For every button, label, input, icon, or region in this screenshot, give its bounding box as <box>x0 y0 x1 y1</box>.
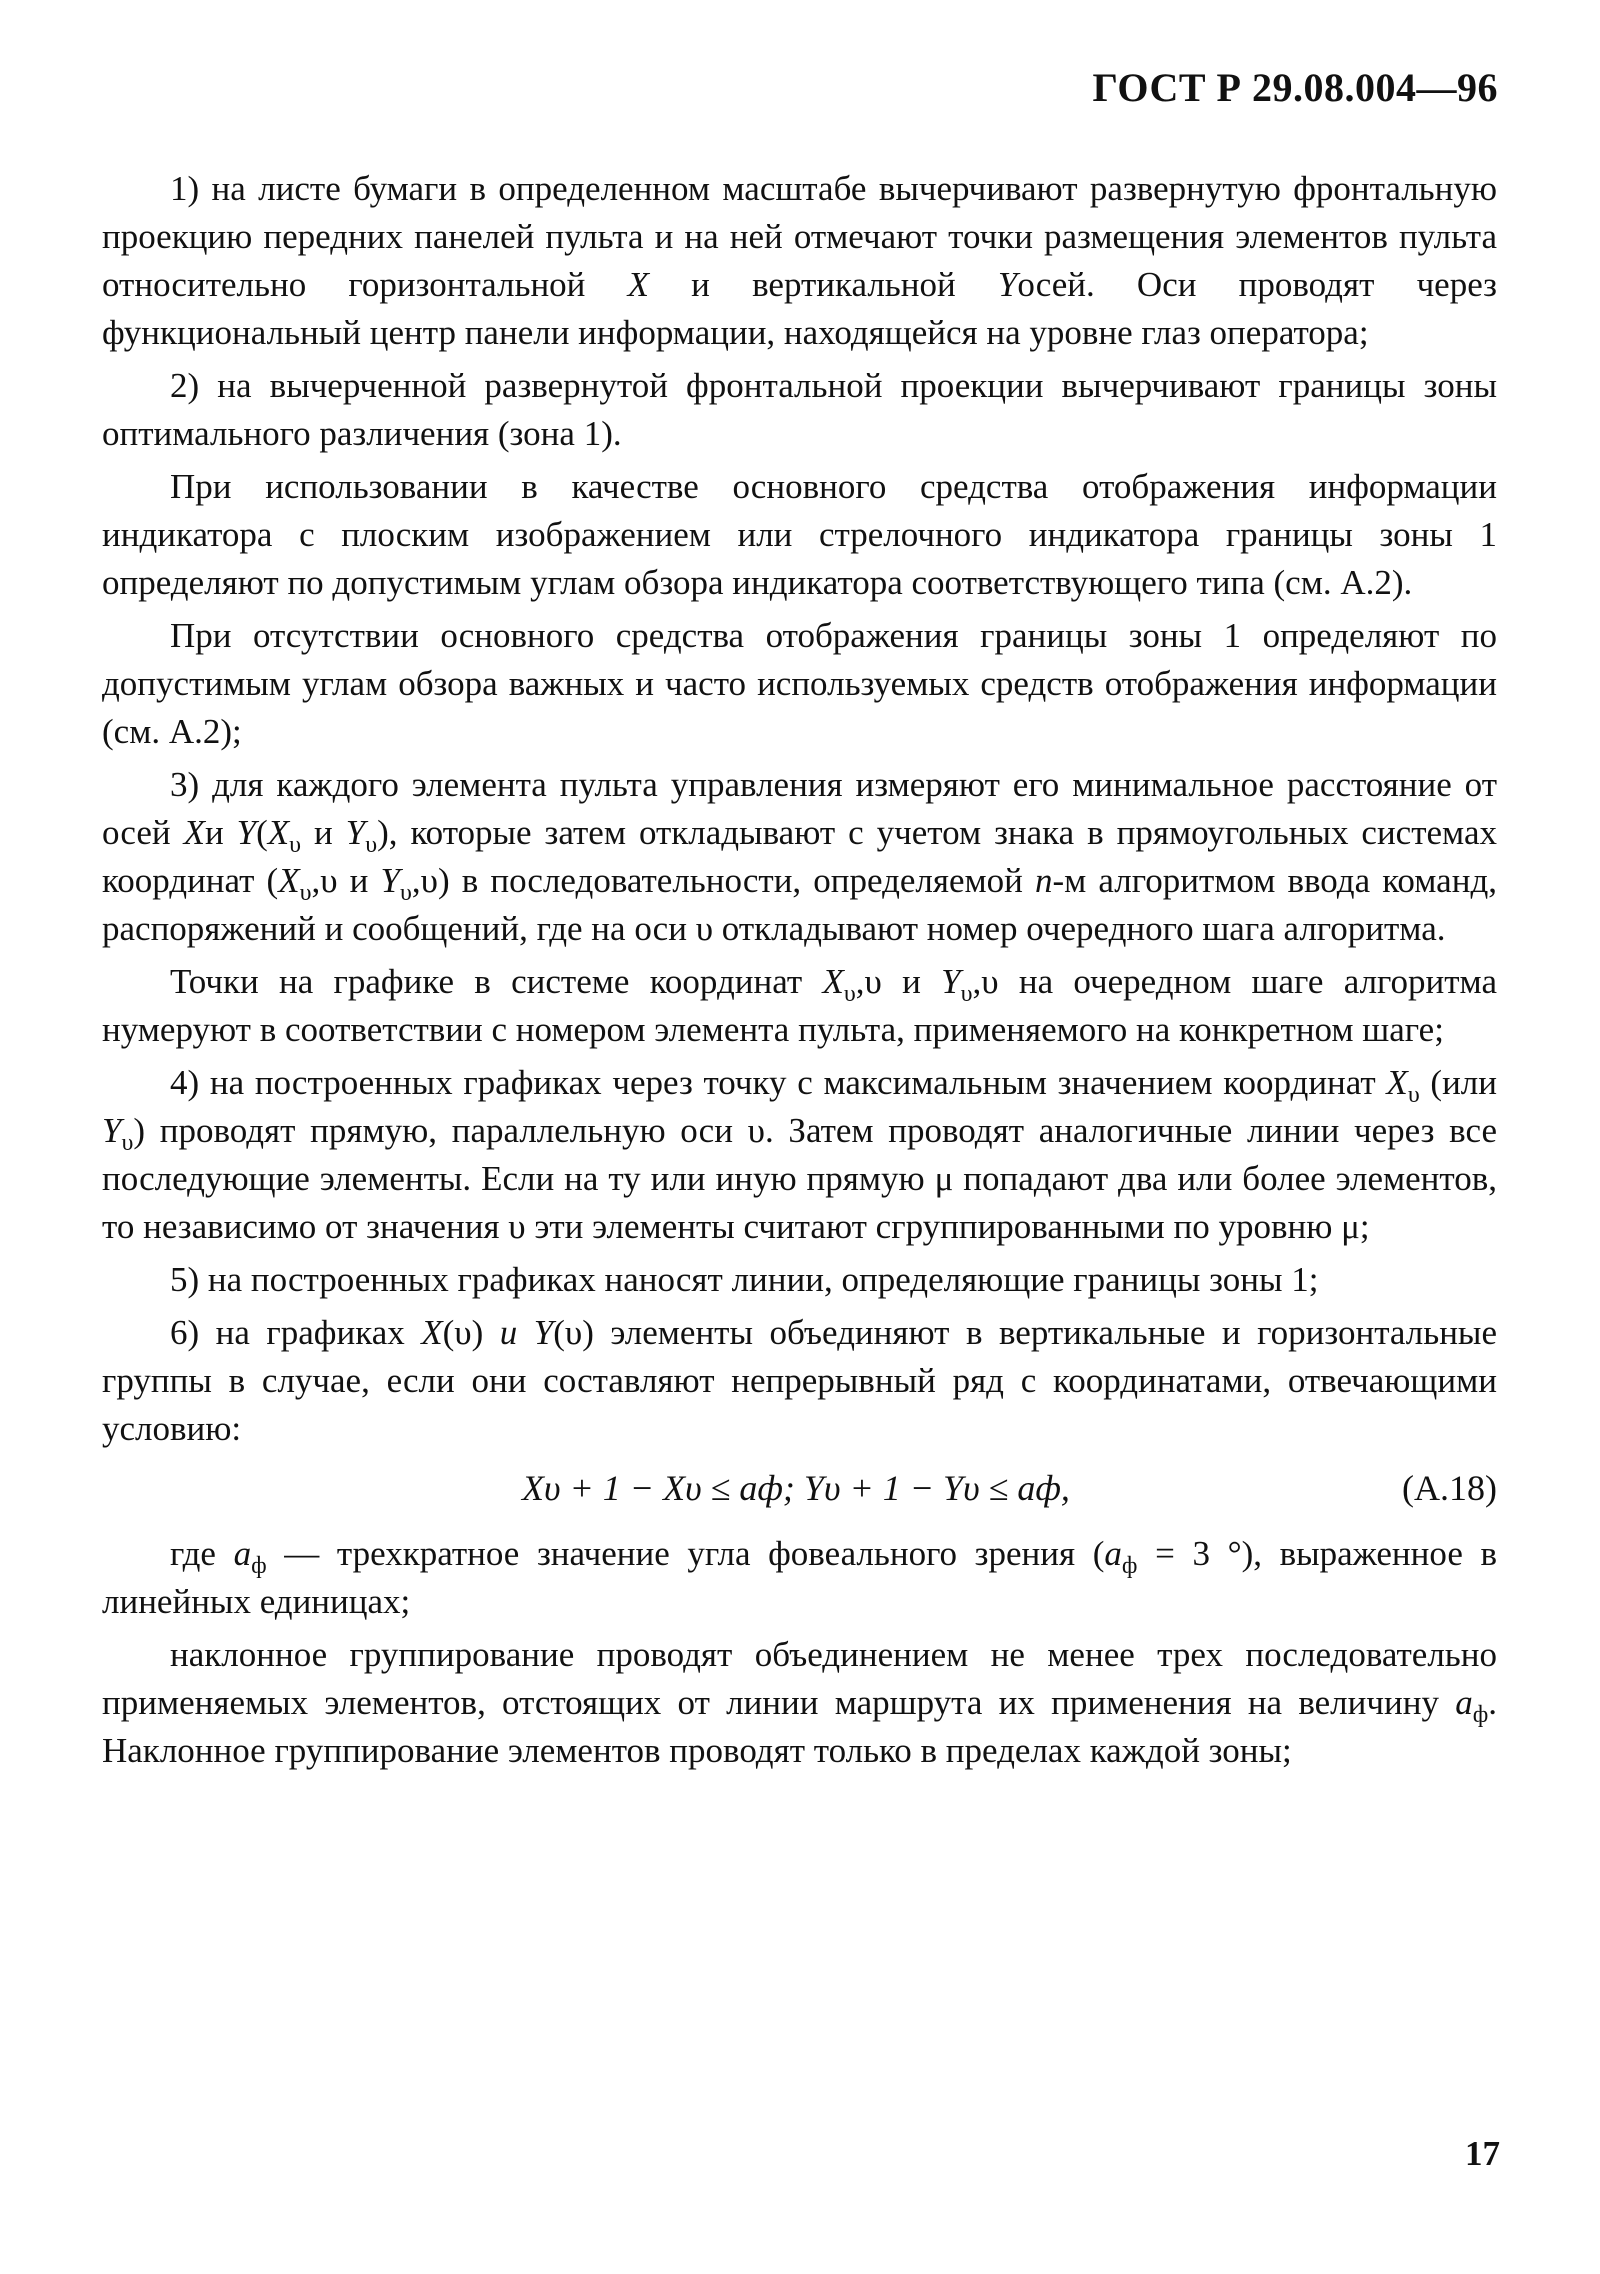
formula-number: (А.18) <box>1402 1468 1497 1508</box>
paragraph-step-1: 1) на листе бумаги в определенном масштабе вычерчивают развернутую фронтальную проекцию передних панелей пульта и на ней отмечают точки размещения элементов пульта относительно горизонтальной X и вертикальной Yосей. Оси проводят через функциональный центр панели информации, находящейся на уровне глаз оператора; <box>102 169 1497 352</box>
formula-row <box>102 1458 1497 1522</box>
paragraph-step-6: 6) на графиках X(υ) и Y(υ) элементы объединяют в вертикальные и горизонтальные группы в случае, если они составляют непрерывный ряд с координатами, отвечающими условию: <box>102 1313 1497 1448</box>
page-number: 17 <box>1465 2134 1500 2173</box>
document-header: ГОСТ Р 29.08.004—96 <box>1092 65 1498 110</box>
paragraph-zone-indicator: При использовании в качестве основного средства отображения информации индикатора с плоским изображением или стрелочного индикатора границы зоны 1 определяют по допустимым углам обзора индикатора соответствующего типа (см. А.2). <box>102 467 1497 602</box>
paragraph-inclined-grouping: наклонное группирование проводят объединением не менее трех последовательно применяемых элементов, отстоящих от линии маршрута их применения на величину $a_ф$. Наклонное группирование элементов проводят только в пределах каждой зоны; <box>102 1635 1497 1770</box>
document-body <box>102 165 1497 1780</box>
paragraph-zone-absent: При отсутствии основного средства отображения границы зоны 1 определяют по допустимым углам обзора важных и часто используемых средств отображения информации (см. А.2); <box>102 616 1497 751</box>
paragraph-step-3: 3) для каждого элемента пульта управления измеряют его минимальное расстояние от осей Xи $Y(X_\upsilon$ и $Y_\upsilon$), которые затем откладывают с учетом знака в прямоугольных системах координат ($X_\upsilon,\upsilon$ и $Y_\upsilon,\upsilon$) в последовательности, определяемой n-м алгоритмом ввода команд, распоряжений и сообщений, где на оси υ откладывают номер очередного шага алгоритма. <box>102 765 1498 948</box>
paragraph-step-4: 4) на построенных графиках через точку с максимальным значением координат $X_\upsilon$ (или $Y_\upsilon$) проводят прямую, параллельную оси υ. Затем проводят аналогичные линии через все последующие элементы. Если на ту или иную прямую μ попадают два или более элементов, то независимо от значения υ эти элементы считают сгруппированными по уровню μ; <box>102 1063 1497 1246</box>
formula-a18: Xυ + 1 − Xυ ≤ aф; Yυ + 1 − Yυ ≤ aф, <box>522 1468 1070 1508</box>
paragraph-step-5: 5) на построенных графиках наносят линии, определяющие границы зоны 1; <box>170 1260 1319 1299</box>
paragraph-a-phi-definition: где $a_ф$ — трехкратное значение угла фовеального зрения ($a_ф = 3$ °), выраженное в линейных единицах; <box>102 1534 1498 1621</box>
paragraph-graph-points: Точки на графике в системе координат $X_\upsilon,\upsilon$ и $Y_\upsilon,\upsilon$ на очередном шаге алгоритма нумеруют в соответствии с номером элемента пульта, применяемого на конкретном шаге; <box>102 962 1497 1049</box>
paragraph-step-2: 2) на вычерченной развернутой фронтальной проекции вычерчивают границы зоны оптимального различения (зона 1). <box>102 366 1497 453</box>
